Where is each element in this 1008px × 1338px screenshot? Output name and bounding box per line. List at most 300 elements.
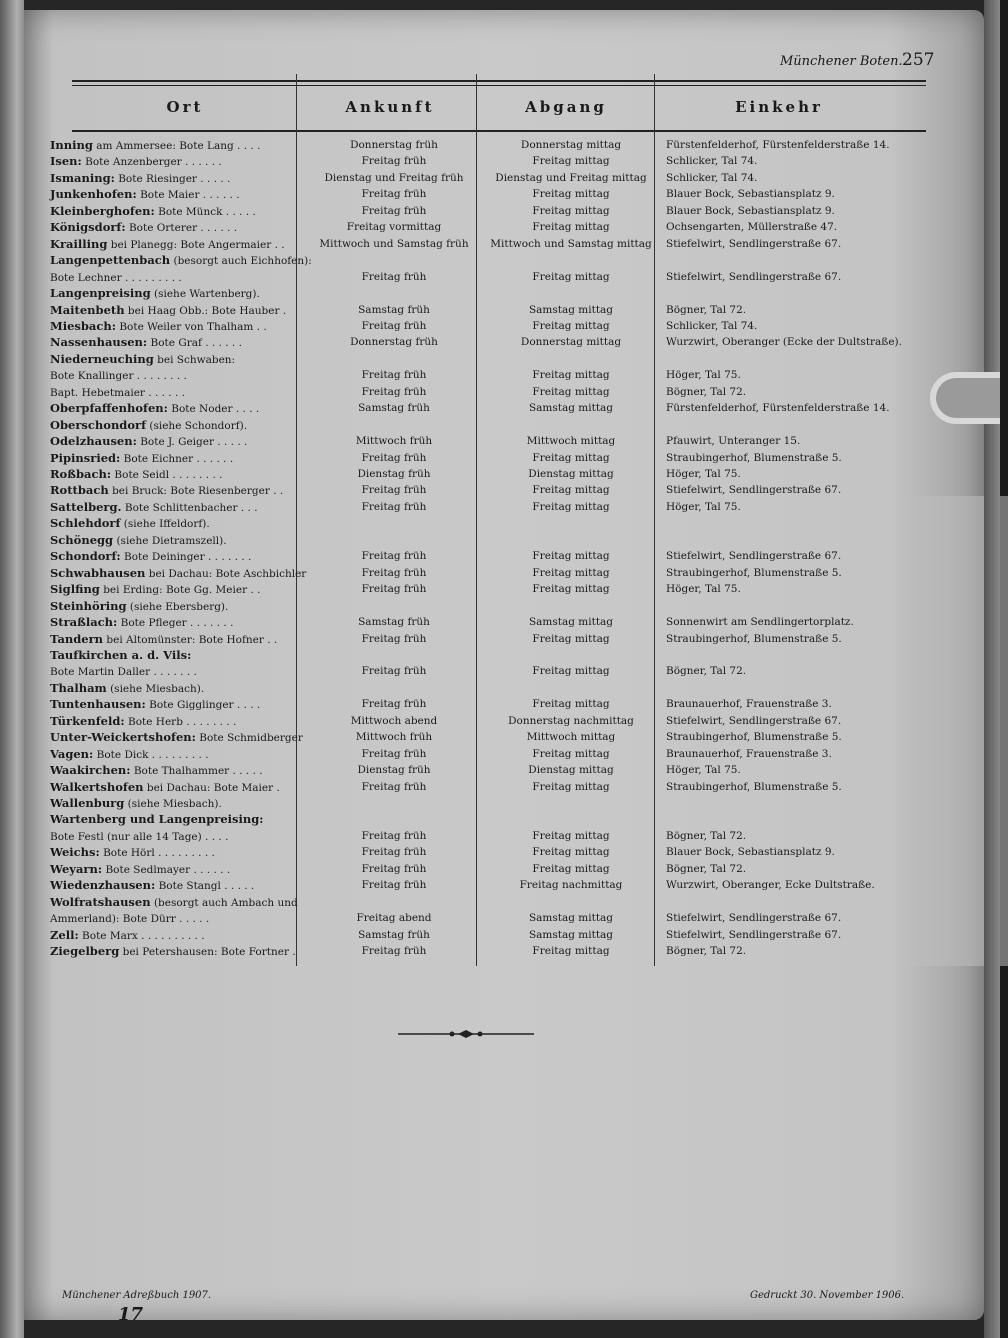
arrival-cell: Mittwoch abend	[350, 714, 438, 727]
place-cell	[50, 385, 290, 400]
departure-cell: Freitag mittag	[532, 665, 610, 678]
messenger-info: Bote Lechner . . . . . . . . .	[50, 271, 182, 284]
table-row	[24, 237, 984, 253]
messenger-info: Bote Eichner . . . . . .	[123, 452, 234, 465]
table-row	[24, 582, 984, 598]
inn-cell: Stiefelwirt, Sendlingerstraße 67.	[666, 484, 842, 497]
place-cell	[50, 335, 290, 350]
place-name: Walkertshofen	[50, 779, 144, 794]
table-row	[24, 928, 984, 944]
messenger-info: (besorgt auch Eichhofen):	[173, 255, 312, 268]
place-cell	[50, 533, 290, 548]
table-row	[24, 911, 984, 927]
messenger-info: (siehe Wartenberg).	[154, 288, 260, 301]
place-name: Tandern	[50, 631, 104, 646]
inn-cell: Höger, Tal 75.	[666, 764, 741, 777]
departure-cell: Mittwoch mittag	[526, 731, 616, 744]
arrival-cell: Freitag früh	[361, 385, 427, 398]
table-row	[24, 549, 984, 565]
messenger-info: am Ammersee: Bote Lang . . . .	[96, 140, 261, 152]
table-row	[24, 385, 984, 401]
table-row	[24, 401, 984, 417]
arrival-cell: Freitag früh	[361, 369, 427, 382]
departure-cell: Samstag mittag	[528, 928, 614, 941]
place-cell	[50, 401, 290, 416]
column-header-ankunft: Ankunft	[345, 98, 435, 116]
departure-cell: Freitag mittag	[532, 583, 610, 596]
departure-cell: Freitag mittag	[532, 780, 610, 793]
place-cell	[50, 237, 290, 252]
inn-cell: Blauer Bock, Sebastiansplatz 9.	[666, 188, 835, 201]
messenger-info: bei Dachau: Bote Maier .	[146, 781, 280, 794]
place-name: Vagen:	[50, 746, 94, 761]
arrival-cell: Freitag früh	[361, 945, 427, 958]
table-row	[24, 632, 984, 648]
place-name: Wartenberg und Langenpreising:	[50, 812, 264, 827]
place-cell	[50, 368, 290, 383]
departure-cell: Freitag mittag	[532, 369, 610, 382]
place-name: Taufkirchen a. d. Vils:	[50, 647, 192, 662]
inn-cell: Straubingerhof, Blumenstraße 5.	[666, 731, 842, 744]
messenger-info: Bote Weiler von Thalham . .	[119, 320, 267, 333]
arrival-cell: Freitag früh	[361, 747, 427, 760]
arrival-cell: Freitag früh	[361, 780, 427, 793]
table-row	[24, 829, 984, 845]
inn-cell: Stiefelwirt, Sendlingerstraße 67.	[666, 928, 842, 941]
table-row	[24, 171, 984, 187]
departure-cell: Freitag mittag	[532, 484, 610, 497]
arrival-cell: Freitag früh	[361, 698, 427, 711]
table-row	[24, 434, 984, 450]
table-row	[24, 681, 984, 697]
table-row	[24, 895, 984, 911]
messenger-info: bei Bruck: Bote Riesenberger . .	[112, 485, 284, 498]
inn-cell: Höger, Tal 75.	[666, 468, 741, 480]
table-row	[24, 697, 984, 713]
inn-cell: Blauer Bock, Sebastiansplatz 9.	[666, 204, 835, 217]
table-row	[24, 204, 984, 220]
arrival-cell: Dienstag früh	[357, 764, 431, 777]
arrival-cell: Freitag früh	[361, 155, 427, 168]
messenger-info: (siehe Iffeldorf).	[123, 518, 210, 531]
place-cell	[50, 911, 290, 926]
place-name: Ismaning:	[50, 170, 115, 185]
table-row	[24, 187, 984, 203]
departure-cell: Samstag mittag	[528, 912, 614, 925]
place-cell	[50, 730, 303, 745]
place-cell	[50, 451, 290, 466]
messenger-info: Bote Martin Daller . . . . . . .	[50, 666, 197, 679]
messenger-info: Bote Schmidberger	[199, 732, 303, 745]
departure-cell: Freitag mittag	[532, 319, 610, 332]
departure-cell: Freitag mittag	[532, 500, 610, 513]
place-name: Steinhöring	[50, 598, 127, 613]
messenger-info: (besorgt auch Ambach und	[153, 896, 298, 909]
place-name: Schlehdorf	[50, 516, 121, 531]
table-row	[24, 533, 984, 549]
departure-cell: Freitag mittag	[532, 385, 610, 398]
messenger-info: bei Planegg: Bote Angermaier . .	[110, 238, 285, 251]
place-cell	[50, 434, 290, 449]
inn-cell: Schlicker, Tal 74.	[666, 171, 758, 184]
place-cell	[50, 681, 290, 696]
messenger-info: bei Altomünster: Bote Hofner . .	[106, 633, 278, 646]
place-cell	[50, 615, 290, 630]
place-cell	[50, 516, 290, 531]
place-cell	[50, 780, 290, 795]
departure-cell: Freitag mittag	[532, 155, 610, 168]
arrival-cell: Freitag vormittag	[346, 221, 442, 234]
place-cell	[50, 220, 290, 235]
messenger-info: Bote Deininger . . . . . . .	[124, 551, 252, 564]
table-row	[24, 451, 984, 467]
arrival-cell: Freitag früh	[361, 862, 427, 875]
top-rule	[72, 80, 926, 86]
inn-cell: Braunauerhof, Frauenstraße 3.	[666, 698, 832, 711]
departure-cell: Freitag mittag	[532, 270, 610, 283]
place-cell	[50, 944, 296, 959]
departure-cell: Freitag mittag	[532, 221, 610, 234]
place-cell	[50, 286, 290, 301]
place-name: Miesbach:	[50, 318, 116, 333]
inn-cell: Stiefelwirt, Sendlingerstraße 67.	[666, 237, 842, 250]
table-row	[24, 352, 984, 368]
arrival-cell: Donnerstag früh	[350, 139, 438, 151]
inn-cell: Bögner, Tal 72.	[666, 862, 747, 875]
place-cell	[50, 829, 290, 844]
place-cell	[50, 500, 290, 515]
messenger-info: Bote Sedlmayer . . . . . .	[105, 863, 231, 876]
inn-cell: Straubingerhof, Blumenstraße 5.	[666, 566, 842, 579]
messenger-info: Bote Pfleger . . . . . . .	[120, 617, 234, 630]
inn-cell: Stiefelwirt, Sendlingerstraße 67.	[666, 912, 842, 925]
departure-cell: Freitag mittag	[532, 945, 610, 958]
place-name: Thalham	[50, 680, 107, 695]
place-name: Maitenbeth	[50, 302, 125, 317]
place-cell	[50, 928, 290, 943]
table-row	[24, 714, 984, 730]
table-row	[24, 599, 984, 615]
table-row	[24, 335, 984, 351]
messenger-info: Bote Knallinger . . . . . . . .	[50, 370, 187, 383]
inn-cell: Höger, Tal 75.	[666, 583, 741, 596]
arrival-cell: Donnerstag früh	[350, 336, 438, 349]
inn-cell: Straubingerhof, Blumenstraße 5.	[666, 632, 842, 645]
messenger-info: Bote Dick . . . . . . . . .	[96, 748, 209, 761]
place-name: Roßbach:	[50, 467, 112, 481]
departure-cell: Mittwoch und Samstag mittag	[490, 237, 652, 250]
table-row	[24, 500, 984, 516]
place-cell	[50, 154, 290, 169]
table-row	[24, 467, 984, 483]
table-row	[24, 763, 984, 779]
departure-cell: Donnerstag mittag	[520, 139, 622, 151]
place-name: Straßlach:	[50, 615, 118, 630]
departure-cell: Donnerstag nachmittag	[508, 714, 634, 727]
place-name: Siglfing	[50, 582, 100, 597]
inn-cell: Stiefelwirt, Sendlingerstraße 67.	[666, 270, 842, 283]
place-cell	[50, 664, 290, 679]
messenger-info: Bote Thalhammer . . . . .	[133, 765, 263, 778]
departure-cell: Samstag mittag	[528, 402, 614, 415]
place-name: Schondorf:	[50, 549, 121, 564]
departure-cell: Samstag mittag	[528, 616, 614, 629]
column-header-ort: Ort	[166, 98, 204, 116]
inn-cell: Stiefelwirt, Sendlingerstraße 67.	[666, 550, 842, 563]
place-name: Junkenhofen:	[50, 187, 137, 202]
place-name: Odelzhausen:	[50, 434, 137, 449]
arrival-cell: Freitag früh	[361, 879, 427, 892]
departure-cell: Freitag mittag	[532, 698, 610, 711]
inn-cell: Bögner, Tal 72.	[666, 385, 747, 398]
place-cell	[50, 187, 290, 202]
arrival-cell: Freitag früh	[361, 829, 427, 842]
place-name: Weyarn:	[50, 861, 103, 876]
arrival-cell: Samstag früh	[358, 928, 430, 941]
departure-cell: Freitag mittag	[532, 632, 610, 645]
arrival-cell: Samstag früh	[358, 303, 430, 316]
place-name: Schwabhausen	[50, 565, 146, 580]
departure-cell: Dienstag und Freitag mittag	[495, 171, 647, 184]
place-cell	[50, 582, 290, 597]
place-cell	[50, 812, 290, 827]
arrival-cell: Dienstag früh	[357, 468, 431, 480]
table-row	[24, 747, 984, 763]
arrival-cell: Samstag früh	[358, 616, 430, 629]
inn-cell: Fürstenfelderhof, Fürstenfelderstraße 14.	[666, 139, 890, 151]
table-row	[24, 664, 984, 680]
place-name: Rottbach	[50, 483, 109, 498]
messenger-info: (siehe Miesbach).	[110, 682, 205, 695]
departure-cell: Dienstag mittag	[528, 764, 614, 777]
place-name: Unter-Weickertshofen:	[50, 730, 196, 745]
inn-cell: Straubingerhof, Blumenstraße 5.	[666, 451, 842, 464]
place-name: Niederneuching	[50, 351, 154, 366]
place-cell	[50, 270, 290, 285]
table-row	[24, 615, 984, 631]
table-row	[24, 319, 984, 335]
messenger-info: Ammerland): Bote Dürr . . . . .	[50, 913, 210, 926]
departure-cell: Dienstag mittag	[528, 468, 614, 480]
place-cell	[50, 319, 290, 334]
messenger-info: bei Schwaben:	[157, 353, 236, 366]
place-name: Pipinsried:	[50, 450, 121, 465]
messenger-info: Bote Seidl . . . . . . . .	[114, 469, 223, 481]
messenger-info: Bote Stangl . . . . .	[158, 880, 255, 893]
messenger-info: bei Petershausen: Bote Fortner .	[122, 946, 296, 959]
place-cell	[50, 204, 290, 219]
inn-cell: Pfauwirt, Unteranger 15.	[666, 435, 801, 448]
arrival-cell: Mittwoch früh	[355, 731, 433, 744]
inn-cell: Sonnenwirt am Sendlingertorplatz.	[666, 616, 854, 629]
arrival-cell: Freitag abend	[356, 912, 432, 925]
arrival-cell: Freitag früh	[361, 632, 427, 645]
inn-cell: Höger, Tal 75.	[666, 500, 741, 513]
messenger-info: Bote J. Geiger . . . . .	[140, 436, 248, 449]
place-cell	[50, 894, 298, 910]
footer-print-date: Gedruckt 30. November 1906.	[750, 1290, 905, 1301]
table-row	[24, 944, 984, 960]
departure-cell: Freitag mittag	[532, 550, 610, 563]
departure-cell: Donnerstag mittag	[520, 336, 622, 349]
table-row	[24, 286, 984, 302]
table-row	[24, 812, 984, 828]
messenger-info: Bote Graf . . . . . .	[150, 337, 242, 350]
table-row	[24, 862, 984, 878]
messenger-info: Bote Münck . . . . .	[158, 205, 256, 218]
departure-cell: Samstag mittag	[528, 303, 614, 316]
ornament-divider	[398, 1028, 534, 1040]
departure-cell: Freitag nachmittag	[519, 879, 623, 892]
table-row	[24, 303, 984, 319]
place-name: Wolfratshausen	[50, 894, 151, 909]
arrival-cell: Freitag früh	[361, 188, 427, 201]
table-row	[24, 418, 984, 434]
place-cell	[50, 171, 290, 186]
place-name: Zell:	[50, 927, 79, 942]
place-name: Langenpettenbach	[50, 253, 171, 268]
arrival-cell: Freitag früh	[361, 846, 427, 859]
place-name: Sattelberg.	[50, 499, 122, 514]
place-name: Tuntenhausen:	[50, 697, 146, 712]
table-row	[24, 368, 984, 384]
messenger-info: Bapt. Hebetmaier . . . . . .	[50, 386, 185, 399]
departure-cell: Freitag mittag	[532, 451, 610, 464]
place-name: Isen:	[50, 154, 82, 169]
messenger-info: (siehe Miesbach).	[127, 798, 222, 810]
table-row	[24, 845, 984, 861]
header-rule	[72, 130, 926, 132]
place-cell	[50, 632, 290, 647]
place-name: Oberpfaffenhofen:	[50, 401, 168, 416]
footer-publication: Münchener Adreßbuch 1907.	[62, 1290, 212, 1301]
column-header-einkehr: Einkehr	[735, 98, 823, 116]
place-cell	[50, 467, 290, 482]
place-name: Oberschondorf	[50, 417, 147, 432]
table-row	[24, 270, 984, 286]
departure-cell: Freitag mittag	[532, 862, 610, 875]
place-cell	[50, 697, 290, 712]
binder-clip	[930, 372, 1000, 424]
place-name: Weichs:	[50, 845, 100, 860]
table-row	[24, 730, 984, 746]
inn-cell: Ochsengarten, Müllerstraße 47.	[666, 221, 838, 234]
place-cell	[50, 714, 290, 729]
arrival-cell: Freitag früh	[361, 566, 427, 579]
table-row	[24, 220, 984, 236]
page-number: 257	[902, 50, 935, 70]
table-row	[24, 648, 984, 664]
messenger-info: Bote Anzenberger . . . . . .	[85, 156, 222, 169]
arrival-cell: Freitag früh	[361, 451, 427, 464]
column-header-abgang: Abgang	[525, 98, 607, 116]
arrival-cell: Dienstag und Freitag früh	[324, 171, 464, 184]
place-name: Schönegg	[50, 532, 114, 547]
messenger-info: bei Haag Obb.: Bote Hauber .	[127, 304, 287, 317]
inn-cell: Wurzwirt, Oberanger (Ecke der Dultstraße).	[666, 336, 902, 349]
messenger-info: Bote Maier . . . . . .	[140, 189, 240, 202]
place-cell	[50, 303, 290, 318]
departure-cell: Freitag mittag	[532, 188, 610, 201]
arrival-cell: Freitag früh	[361, 500, 427, 513]
book-spine	[0, 0, 24, 1338]
inn-cell: Höger, Tal 75.	[666, 369, 741, 382]
messenger-info: Bote Herb . . . . . . . .	[128, 715, 237, 728]
place-name: Inning	[50, 138, 93, 152]
place-cell	[50, 253, 312, 268]
place-cell	[50, 747, 290, 762]
messenger-info: Bote Festl (nur alle 14 Tage) . . . .	[50, 830, 229, 843]
place-name: Nassenhausen:	[50, 335, 148, 350]
inn-cell: Straubingerhof, Blumenstraße 5.	[666, 780, 842, 793]
messenger-info: (siehe Schondorf).	[149, 419, 248, 432]
page	[24, 10, 984, 1325]
place-cell	[50, 352, 290, 367]
inn-cell: Bögner, Tal 72.	[666, 303, 747, 316]
table-row	[24, 253, 984, 269]
place-cell	[50, 878, 290, 893]
departure-cell: Freitag mittag	[532, 747, 610, 760]
footer-signature-number: 17	[118, 1304, 144, 1325]
place-cell	[50, 549, 290, 564]
messenger-info: (siehe Ebersberg).	[129, 600, 229, 613]
inn-cell: Schlicker, Tal 74.	[666, 319, 758, 332]
inn-cell: Stiefelwirt, Sendlingerstraße 67.	[666, 714, 842, 727]
place-cell	[50, 796, 290, 811]
arrival-cell: Freitag früh	[361, 665, 427, 678]
inn-cell: Blauer Bock, Sebastiansplatz 9.	[666, 846, 835, 859]
arrival-cell: Freitag früh	[361, 550, 427, 563]
place-name: Wiedenzhausen:	[50, 878, 156, 893]
table-row	[24, 796, 984, 812]
arrival-cell: Freitag früh	[361, 319, 427, 332]
place-cell	[50, 845, 290, 860]
inn-cell: Braunauerhof, Frauenstraße 3.	[666, 747, 832, 760]
place-cell	[50, 648, 290, 663]
place-name: Waakirchen:	[50, 763, 131, 778]
messenger-info: Bote Riesinger . . . . .	[118, 172, 231, 185]
messenger-info: bei Dachau: Bote Aschbichler	[148, 567, 307, 580]
messenger-info: Bote Orterer . . . . . .	[128, 222, 238, 235]
messenger-info: Bote Hörl . . . . . . . . .	[103, 847, 215, 860]
inn-cell: Bögner, Tal 72.	[666, 945, 747, 958]
departure-cell: Mittwoch mittag	[526, 435, 616, 448]
messenger-info: Bote Schlittenbacher . . .	[124, 501, 258, 514]
inn-cell: Bögner, Tal 72.	[666, 665, 747, 678]
departure-cell: Freitag mittag	[532, 829, 610, 842]
running-title: Münchener Boten.	[780, 54, 903, 69]
inn-cell: Schlicker, Tal 74.	[666, 155, 758, 168]
table-row	[24, 516, 984, 532]
place-name: Kleinberghofen:	[50, 203, 155, 218]
table-row	[24, 154, 984, 170]
place-cell	[50, 599, 290, 614]
table-row	[24, 483, 984, 499]
place-name: Krailling	[50, 236, 108, 251]
messenger-info: Bote Gigglinger . . . .	[149, 699, 261, 712]
table-row	[24, 780, 984, 796]
place-name: Türkenfeld:	[50, 713, 125, 728]
departure-cell: Freitag mittag	[532, 846, 610, 859]
place-cell	[50, 138, 290, 153]
table-row	[24, 566, 984, 582]
messenger-info: (siehe Dietramszell).	[116, 534, 227, 547]
page-edge	[984, 0, 1000, 1338]
arrival-cell: Freitag früh	[361, 270, 427, 283]
table-row	[24, 878, 984, 894]
place-name: Wallenburg	[50, 796, 125, 810]
departure-cell: Freitag mittag	[532, 566, 610, 579]
